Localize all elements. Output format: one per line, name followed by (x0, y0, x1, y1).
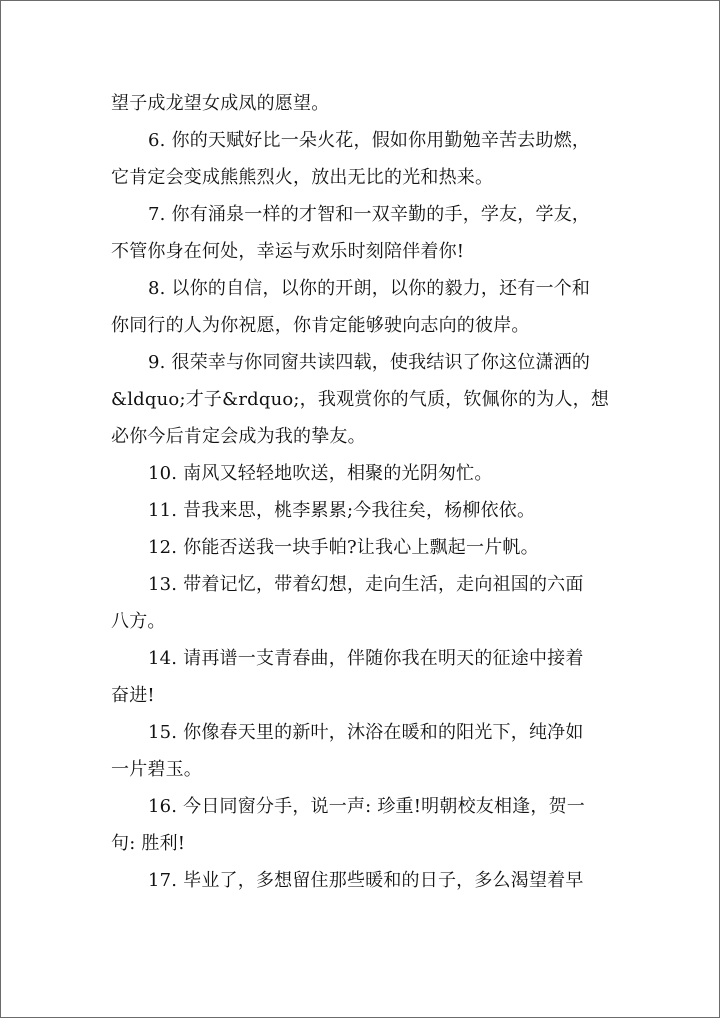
text-line: 15. 你像春天里的新叶，沐浴在暖和的阳光下，纯净如 (148, 722, 584, 743)
text-line: 12. 你能否送我一块手帕?让我心上飘起一片帆。 (148, 537, 539, 558)
text-line: 必你今后肯定会成为我的挚友。 (111, 426, 366, 447)
text-line: 它肯定会变成熊熊烈火，放出无比的光和热来。 (111, 167, 494, 188)
text-line: 17. 毕业了，多想留住那些暖和的日子，多么渴望着早 (148, 870, 584, 891)
text-line: &ldquo;才子&rdquo;，我观赏你的气质，钦佩你的为人，想 (111, 389, 610, 410)
text-line: 7. 你有涌泉一样的才智和一双辛勤的手，学友，学友， (148, 204, 591, 225)
text-line: 望子成龙望女成凤的愿望。 (111, 93, 330, 114)
text-line: 14. 请再谱一支青春曲，伴随你我在明天的征途中接着 (148, 648, 584, 669)
text-line: 11. 昔我来思，桃李累累;今我往矣，杨柳依依。 (148, 500, 536, 521)
text-line: 8. 以你的自信，以你的开朗，以你的毅力，还有一个和 (148, 278, 591, 299)
text-line: 10. 南风又轻轻地吹送，相聚的光阴匆忙。 (148, 463, 493, 484)
document-body (111, 85, 611, 899)
text-line: 你同行的人为你祝愿，你肯定能够驶向志向的彼岸。 (111, 315, 530, 336)
text-line: 16. 今日同窗分手，说一声: 珍重!明朝校友相逢，贺一 (148, 796, 585, 817)
text-line: 一片碧玉。 (111, 759, 202, 780)
text-line: 6. 你的天赋好比一朵火花，假如你用勤勉辛苦去助燃， (148, 130, 591, 151)
text-line: 9. 很荣幸与你同窗共读四载，使我结识了你这位潇洒的 (148, 352, 591, 373)
text-line: 八方。 (111, 611, 166, 632)
text-line: 句: 胜利! (111, 833, 186, 854)
text-line: 13. 带着记忆，带着幻想，走向生活，走向祖国的六面 (148, 574, 584, 595)
text-line: 不管你身在何处，幸运与欢乐时刻陪伴着你! (111, 241, 465, 262)
text-line: 奋进! (111, 685, 155, 706)
